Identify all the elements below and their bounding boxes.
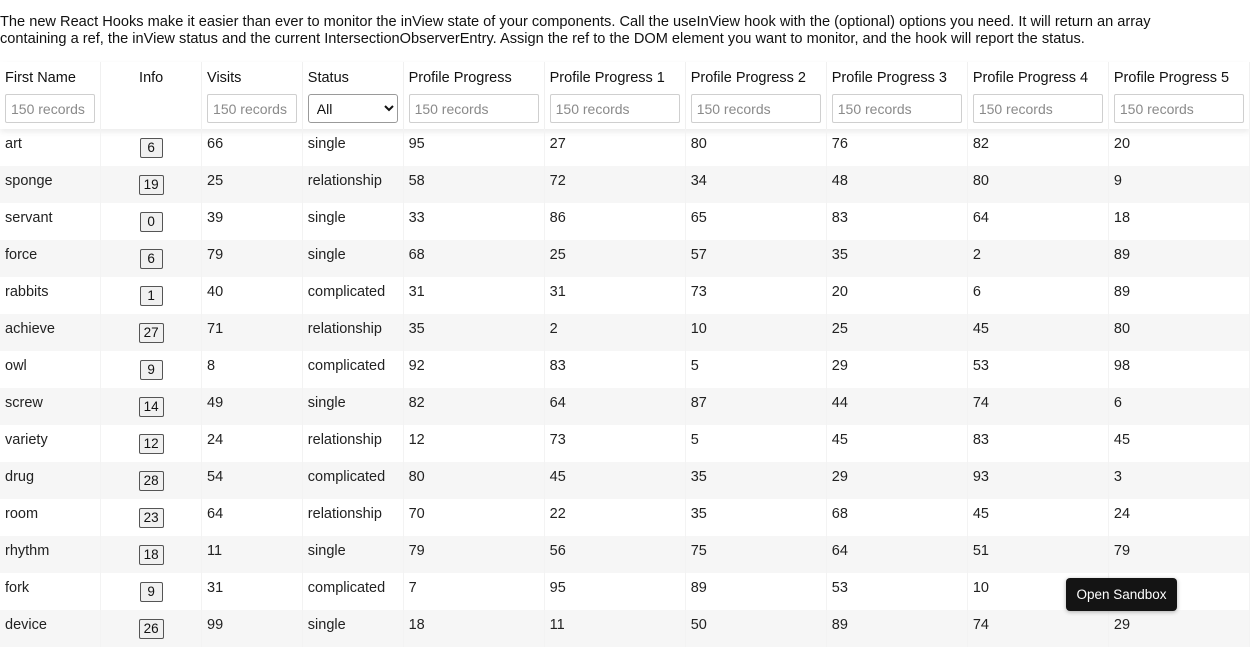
column-header-profile-progress-2	[685, 62, 826, 129]
profile-progress-3-cell: 89	[826, 610, 967, 647]
visits-cell: 24	[202, 425, 303, 462]
profile-progress-3-cell: 53	[826, 573, 967, 610]
info-button[interactable]: 18	[139, 545, 164, 565]
status-cell: complicated	[302, 277, 403, 314]
profile-progress-5-cell: 45	[1108, 425, 1249, 462]
status-cell: relationship	[302, 425, 403, 462]
column-label: Profile Progress	[408, 70, 512, 86]
status-cell: single	[302, 536, 403, 573]
profile-progress-1-cell: 2	[544, 314, 685, 351]
profile-progress-3-cell: 20	[826, 277, 967, 314]
profile-progress-5-cell: 98	[1108, 351, 1249, 388]
first-name-cell: sponge	[0, 166, 101, 203]
profile-progress-4-cell: 45	[967, 499, 1108, 536]
info-button[interactable]: 23	[139, 508, 164, 528]
profile-progress-2-cell: 35	[685, 499, 826, 536]
profile-progress-1-cell: 83	[544, 351, 685, 388]
visits-filter-input[interactable]	[207, 94, 297, 123]
profile-progress-2-cell: 89	[685, 573, 826, 610]
first-name-cell: fork	[0, 573, 101, 610]
profile-progress-4-cell: 51	[967, 536, 1108, 573]
profile-progress-3-cell: 76	[826, 129, 967, 166]
status-cell: complicated	[302, 462, 403, 499]
visits-cell: 71	[202, 314, 303, 351]
table-row	[0, 277, 1250, 314]
status-cell: complicated	[302, 351, 403, 388]
first-name-cell: rabbits	[0, 277, 101, 314]
profile-progress-1-cell: 86	[544, 203, 685, 240]
visits-cell: 11	[202, 536, 303, 573]
visits-cell: 25	[202, 166, 303, 203]
profile-progress-5-cell: 79	[1108, 536, 1249, 573]
visits-cell: 64	[202, 499, 303, 536]
profile-progress-2-cell: 65	[685, 203, 826, 240]
profile-progress-5-cell: 89	[1108, 277, 1249, 314]
status-cell: single	[302, 388, 403, 425]
profile-progress-cell: 92	[403, 351, 544, 388]
profile-progress-4-cell: 45	[967, 314, 1108, 351]
first-name-filter-input[interactable]	[5, 94, 95, 123]
table-header	[0, 62, 1250, 129]
status-cell: single	[302, 203, 403, 240]
first-name-cell: force	[0, 240, 101, 277]
profile-progress-filter-input[interactable]	[409, 94, 539, 123]
profile-progress-cell: 31	[403, 277, 544, 314]
first-name-cell: drug	[0, 462, 101, 499]
profile-progress-cell: 7	[403, 573, 544, 610]
profile-progress-4-cell: 2	[967, 240, 1108, 277]
records-table	[0, 62, 1250, 647]
column-header-profile-progress-5	[1108, 62, 1249, 129]
profile-progress-2-cell: 73	[685, 277, 826, 314]
info-button[interactable]: 1	[140, 286, 163, 306]
table-row	[0, 129, 1250, 166]
visits-cell: 54	[202, 462, 303, 499]
profile-progress-5-cell: 29	[1108, 610, 1249, 647]
profile-progress-cell: 35	[403, 314, 544, 351]
info-button[interactable]: 19	[139, 175, 164, 195]
profile-progress-4-cell: 10	[967, 573, 1108, 610]
visits-cell: 40	[202, 277, 303, 314]
info-cell	[101, 129, 202, 166]
info-button[interactable]: 28	[139, 471, 164, 491]
profile-progress-1-cell: 95	[544, 573, 685, 610]
info-button[interactable]: 0	[140, 212, 163, 232]
profile-progress-4-cell: 64	[967, 203, 1108, 240]
info-cell	[101, 388, 202, 425]
first-name-cell: rhythm	[0, 536, 101, 573]
profile-progress-cell: 68	[403, 240, 544, 277]
info-button[interactable]: 9	[140, 582, 163, 602]
first-name-cell: servant	[0, 203, 101, 240]
column-label: First Name	[5, 70, 76, 86]
profile-progress-2-cell: 10	[685, 314, 826, 351]
status-cell: complicated	[302, 573, 403, 610]
profile-progress-2-filter-input[interactable]	[691, 94, 821, 123]
profile-progress-cell: 70	[403, 499, 544, 536]
table-row	[0, 203, 1250, 240]
profile-progress-cell: 33	[403, 203, 544, 240]
profile-progress-3-cell: 35	[826, 240, 967, 277]
column-header-profile-progress-1	[544, 62, 685, 129]
profile-progress-5-cell: 6	[1108, 388, 1249, 425]
first-name-cell: screw	[0, 388, 101, 425]
info-button[interactable]: 26	[139, 619, 164, 639]
info-cell	[101, 610, 202, 647]
profile-progress-4-cell: 74	[967, 610, 1108, 647]
profile-progress-3-cell: 83	[826, 203, 967, 240]
column-label: Profile Progress 2	[690, 70, 806, 86]
column-label: Profile Progress 4	[972, 70, 1089, 86]
column-header-visits	[202, 62, 303, 129]
profile-progress-2-cell: 34	[685, 166, 826, 203]
first-name-cell: art	[0, 129, 101, 166]
profile-progress-5-cell: 80	[1108, 314, 1249, 351]
column-header-first-name	[0, 62, 101, 129]
info-cell	[101, 462, 202, 499]
profile-progress-3-filter-input[interactable]	[832, 94, 962, 123]
profile-progress-5-cell: 20	[1108, 129, 1249, 166]
info-cell	[101, 573, 202, 610]
profile-progress-cell: 80	[403, 462, 544, 499]
profile-progress-2-cell: 75	[685, 536, 826, 573]
profile-progress-1-cell: 45	[544, 462, 685, 499]
profile-progress-5-cell: 18	[1108, 203, 1249, 240]
table-row	[0, 499, 1250, 536]
profile-progress-4-filter-input[interactable]	[973, 94, 1103, 123]
profile-progress-5-cell: 24	[1108, 499, 1249, 536]
profile-progress-4-cell: 74	[967, 388, 1108, 425]
profile-progress-1-filter-input[interactable]	[550, 94, 680, 123]
profile-progress-1-cell: 11	[544, 610, 685, 647]
column-header-status	[302, 62, 403, 129]
profile-progress-4-cell: 6	[967, 277, 1108, 314]
column-label: Profile Progress 1	[549, 70, 665, 86]
header-row	[0, 62, 1250, 129]
profile-progress-2-cell: 50	[685, 610, 826, 647]
profile-progress-2-cell: 80	[685, 129, 826, 166]
profile-progress-1-cell: 73	[544, 425, 685, 462]
status-cell: single	[302, 129, 403, 166]
profile-progress-3-cell: 44	[826, 388, 967, 425]
profile-progress-5-cell: 89	[1108, 240, 1249, 277]
column-label: Profile Progress 5	[1113, 70, 1230, 86]
info-button[interactable]: 12	[139, 434, 164, 454]
status-filter-select[interactable]	[308, 94, 398, 123]
info-button[interactable]: 14	[139, 397, 164, 417]
column-label: Visits	[207, 70, 242, 86]
profile-progress-cell: 82	[403, 388, 544, 425]
records-table-container[interactable]	[0, 62, 1230, 636]
visits-cell: 79	[202, 240, 303, 277]
visits-cell: 8	[202, 351, 303, 388]
visits-cell: 31	[202, 573, 303, 610]
profile-progress-cell: 18	[403, 610, 544, 647]
status-cell: relationship	[302, 314, 403, 351]
column-header-profile-progress-3	[826, 62, 967, 129]
profile-progress-4-cell: 82	[967, 129, 1108, 166]
profile-progress-4-cell: 80	[967, 166, 1108, 203]
visits-cell: 49	[202, 388, 303, 425]
profile-progress-5-cell: 9	[1108, 166, 1249, 203]
status-cell: relationship	[302, 499, 403, 536]
info-cell	[101, 240, 202, 277]
info-button[interactable]: 9	[140, 360, 163, 380]
profile-progress-cell: 79	[403, 536, 544, 573]
profile-progress-2-cell: 35	[685, 462, 826, 499]
column-header-profile-progress-4	[967, 62, 1108, 129]
info-cell	[101, 166, 202, 203]
visits-cell: 39	[202, 203, 303, 240]
table-row	[0, 610, 1250, 647]
profile-progress-5-cell: 3	[1108, 462, 1249, 499]
column-header-info	[101, 62, 202, 129]
profile-progress-3-cell: 64	[826, 536, 967, 573]
column-label: Status	[307, 70, 349, 86]
info-button[interactable]: 6	[140, 249, 163, 269]
info-cell	[101, 425, 202, 462]
info-cell	[101, 203, 202, 240]
status-cell: single	[302, 240, 403, 277]
profile-progress-cell: 95	[403, 129, 544, 166]
first-name-cell: device	[0, 610, 101, 647]
table-row	[0, 536, 1250, 573]
profile-progress-3-cell: 25	[826, 314, 967, 351]
profile-progress-3-cell: 48	[826, 166, 967, 203]
profile-progress-3-cell: 45	[826, 425, 967, 462]
profile-progress-2-cell: 57	[685, 240, 826, 277]
info-cell	[101, 351, 202, 388]
visits-cell: 99	[202, 610, 303, 647]
status-cell: single	[302, 610, 403, 647]
first-name-cell: variety	[0, 425, 101, 462]
first-name-cell: owl	[0, 351, 101, 388]
table-row	[0, 425, 1250, 462]
profile-progress-1-cell: 27	[544, 129, 685, 166]
info-button[interactable]: 27	[139, 323, 164, 343]
profile-progress-2-cell: 5	[685, 351, 826, 388]
profile-progress-1-cell: 56	[544, 536, 685, 573]
first-name-cell: room	[0, 499, 101, 536]
profile-progress-4-cell: 83	[967, 425, 1108, 462]
profile-progress-4-cell: 53	[967, 351, 1108, 388]
profile-progress-4-cell: 93	[967, 462, 1108, 499]
profile-progress-1-cell: 72	[544, 166, 685, 203]
column-label: Info	[139, 70, 164, 86]
profile-progress-2-cell: 5	[685, 425, 826, 462]
visits-cell: 66	[202, 129, 303, 166]
status-cell: relationship	[302, 166, 403, 203]
open-sandbox-button[interactable]: Open Sandbox	[1066, 578, 1177, 611]
table-row	[0, 388, 1250, 425]
table-row	[0, 240, 1250, 277]
info-button[interactable]: 6	[140, 138, 163, 158]
profile-progress-1-cell: 25	[544, 240, 685, 277]
profile-progress-5-filter-input[interactable]	[1114, 94, 1244, 123]
table-row	[0, 351, 1250, 388]
first-name-cell: achieve	[0, 314, 101, 351]
info-cell	[101, 536, 202, 573]
column-label: Profile Progress 3	[831, 70, 947, 86]
profile-progress-2-cell: 87	[685, 388, 826, 425]
table-row	[0, 166, 1250, 203]
intro-text: The new React Hooks make it easier than ever to monitor the inView state of your components. Call the useInView hook with the (optional) options you need. It will return an array containing a ref, the inView status and the current IntersectionObserverEntry. Assign the ref to the DOM element you want to monitor, and the hook will report the status.	[0, 14, 1151, 47]
profile-progress-3-cell: 29	[826, 462, 967, 499]
table-body	[0, 129, 1250, 647]
profile-progress-1-cell: 64	[544, 388, 685, 425]
profile-progress-cell: 58	[403, 166, 544, 203]
info-cell	[101, 277, 202, 314]
info-cell	[101, 314, 202, 351]
profile-progress-cell: 12	[403, 425, 544, 462]
table-row	[0, 314, 1250, 351]
table-row	[0, 573, 1250, 610]
table-row	[0, 462, 1250, 499]
profile-progress-1-cell: 31	[544, 277, 685, 314]
profile-progress-1-cell: 22	[544, 499, 685, 536]
column-header-profile-progress	[403, 62, 544, 129]
profile-progress-3-cell: 29	[826, 351, 967, 388]
info-cell	[101, 499, 202, 536]
profile-progress-3-cell: 68	[826, 499, 967, 536]
